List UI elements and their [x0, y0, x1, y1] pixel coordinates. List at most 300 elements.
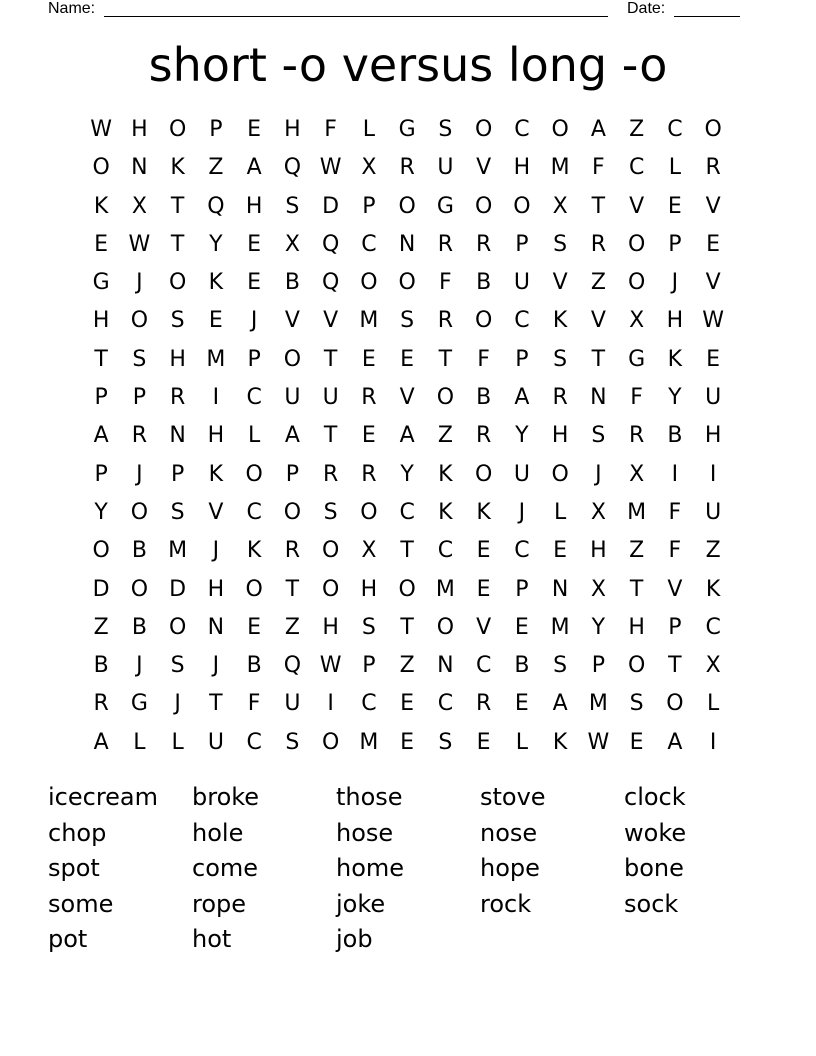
grid-letter: G	[628, 346, 646, 372]
grid-letter: F	[247, 691, 261, 717]
grid-letter: H	[131, 117, 148, 142]
grid-letter: S	[323, 499, 338, 525]
grid-letter: E	[400, 346, 415, 372]
grid-letter: K	[208, 461, 224, 487]
grid-letter: H	[207, 423, 225, 449]
grid-letter: B	[476, 270, 492, 296]
grid-letter: C	[475, 653, 492, 679]
grid-letter: M	[168, 538, 188, 564]
grid-letter: N	[590, 385, 607, 411]
grid-letter: O	[130, 308, 149, 334]
grid-letter: P	[247, 346, 261, 372]
grid-letter: Y	[591, 614, 606, 640]
grid-letter: L	[706, 691, 720, 717]
grid-letter: M	[359, 729, 379, 755]
word-list-item: joke	[336, 889, 386, 918]
grid-letter: S	[629, 691, 644, 717]
grid-letter: N	[551, 576, 569, 602]
word-list-item: nose	[480, 818, 538, 847]
grid-letter: T	[438, 346, 453, 372]
grid-letter: C	[514, 308, 530, 334]
grid-letter: W	[319, 155, 342, 181]
grid-letter: X	[361, 538, 377, 564]
grid-letter: P	[362, 193, 376, 219]
word-list-item: chop	[48, 818, 107, 847]
word-list-item: stove	[480, 783, 546, 811]
grid-letter: K	[438, 461, 453, 487]
grid-letter: U	[513, 270, 530, 296]
grid-letter: K	[552, 308, 568, 334]
grid-letter: A	[246, 155, 262, 181]
grid-letter: U	[284, 691, 301, 717]
grid-letter: E	[247, 117, 262, 142]
grid-letter: O	[283, 499, 302, 525]
grid-letter: G	[130, 691, 148, 717]
grid-letter: V	[590, 308, 606, 334]
grid-letter: P	[94, 385, 108, 411]
grid-letter: V	[323, 308, 339, 334]
grid-letter: U	[207, 729, 224, 755]
name-input-line[interactable]	[104, 16, 608, 17]
grid-letter: O	[245, 576, 263, 602]
word-list-item: some	[48, 889, 114, 918]
grid-letter: K	[246, 538, 262, 564]
grid-letter: A	[93, 423, 109, 449]
grid-letter: R	[361, 385, 377, 411]
grid-letter: E	[361, 423, 376, 449]
grid-letter: Q	[321, 231, 340, 257]
word-list-item: hot	[192, 925, 232, 954]
grid-letter: R	[590, 231, 607, 257]
word-list-item: spot	[48, 854, 100, 883]
grid-letter: F	[630, 385, 643, 411]
grid-letter: F	[668, 499, 682, 525]
grid-letter: D	[322, 193, 340, 219]
grid-letter: O	[92, 538, 110, 564]
grid-letter: Z	[284, 614, 300, 640]
grid-letter: C	[514, 538, 530, 564]
grid-letter: U	[322, 385, 339, 411]
grid-letter: R	[284, 538, 301, 564]
grid-letter: B	[667, 423, 683, 449]
word-list-item: sock	[624, 889, 679, 918]
grid-letter: S	[361, 614, 376, 640]
grid-letter: F	[668, 538, 682, 564]
grid-letter: C	[667, 117, 683, 142]
grid-letter: O	[627, 231, 646, 257]
grid-letter: O	[398, 270, 416, 296]
grid-letter: C	[361, 691, 377, 717]
grid-letter: T	[285, 576, 300, 602]
date-label: Date:	[627, 0, 666, 17]
grid-letter: E	[476, 538, 491, 564]
grid-letter: W	[90, 117, 112, 142]
grid-letter: C	[246, 385, 262, 411]
grid-letter: O	[360, 270, 378, 296]
grid-letter: T	[400, 614, 414, 640]
grid-letter: J	[212, 538, 220, 564]
grid-letter: L	[171, 729, 184, 755]
grid-letter: B	[93, 653, 109, 679]
grid-letter: E	[400, 729, 415, 755]
grid-letter: K	[705, 576, 721, 602]
grid-letter: O	[360, 499, 378, 525]
grid-letter: E	[400, 691, 415, 717]
grid-letter: C	[705, 614, 721, 640]
grid-letter: T	[323, 423, 338, 449]
grid-letter: S	[553, 653, 568, 679]
grid-letter: T	[323, 346, 338, 372]
grid-letter: I	[709, 729, 717, 755]
grid-letter: P	[591, 653, 606, 679]
grid-letter: F	[592, 155, 605, 181]
grid-letter: K	[476, 499, 491, 525]
grid-letter: E	[94, 231, 109, 257]
grid-letter: T	[591, 193, 606, 219]
grid-letter: O	[474, 308, 493, 334]
grid-letter: E	[706, 346, 721, 372]
grid-letter: W	[319, 653, 342, 679]
grid-letter: H	[169, 346, 186, 372]
grid-letter: V	[705, 270, 721, 296]
grid-letter: D	[169, 576, 187, 602]
grid-letter: P	[170, 461, 185, 487]
grid-letter: Z	[399, 653, 415, 679]
page-title: short -o versus long -o	[148, 38, 668, 92]
grid-letter: R	[399, 155, 415, 181]
grid-letter: H	[551, 423, 569, 449]
name-label: Name:	[48, 0, 96, 17]
grid-letter: K	[552, 729, 568, 755]
grid-letter: G	[92, 270, 110, 296]
word-list-item: hope	[480, 854, 540, 883]
grid-letter: C	[437, 538, 454, 564]
grid-letter: E	[247, 270, 262, 296]
grid-letter: V	[667, 576, 683, 602]
grid-letter: T	[591, 346, 606, 372]
grid-letter: N	[398, 231, 416, 257]
grid-letter: C	[399, 499, 415, 525]
grid-letter: F	[324, 117, 337, 142]
grid-letter: L	[553, 499, 567, 525]
grid-letter: F	[439, 270, 452, 296]
grid-letter: A	[552, 691, 568, 717]
word-list-item: home	[336, 854, 405, 883]
grid-letter: P	[668, 231, 682, 257]
grid-letter: O	[474, 117, 493, 142]
grid-letter: T	[170, 193, 185, 219]
grid-letter: P	[515, 576, 529, 602]
grid-letter: C	[437, 691, 454, 717]
grid-letter: R	[475, 231, 492, 257]
grid-letter: U	[437, 155, 454, 181]
grid-letter: X	[131, 193, 147, 219]
grid-letter: O	[398, 576, 416, 602]
grid-letter: O	[551, 117, 569, 142]
grid-letter: H	[92, 308, 110, 334]
grid-letter: K	[93, 193, 109, 219]
grid-letter: E	[629, 729, 644, 755]
grid-letter: O	[321, 538, 340, 564]
word-list-item: bone	[624, 854, 684, 883]
grid-letter: E	[361, 346, 376, 372]
grid-letter: P	[515, 346, 529, 372]
grid-letter: Y	[400, 461, 414, 487]
grid-letter: N	[131, 155, 148, 181]
grid-letter: R	[628, 423, 645, 449]
grid-letter: T	[170, 231, 185, 257]
grid-letter: H	[666, 308, 684, 334]
grid-letter: J	[136, 270, 143, 296]
grid-letter: K	[667, 346, 683, 372]
grid-letter: M	[206, 346, 226, 372]
grid-letter: B	[284, 270, 300, 296]
grid-letter: J	[136, 461, 143, 487]
grid-letter: E	[667, 193, 682, 219]
grid-letter: A	[667, 729, 683, 755]
grid-letter: E	[514, 691, 529, 717]
grid-letter: R	[552, 385, 568, 411]
grid-letter: O	[92, 155, 110, 181]
grid-letter: T	[400, 538, 414, 564]
grid-letter: R	[437, 231, 454, 257]
grid-letter: N	[437, 653, 454, 679]
grid-letter: R	[705, 155, 721, 181]
header-line	[48, 0, 748, 20]
grid-letter: V	[399, 385, 415, 411]
grid-letter: P	[668, 614, 682, 640]
grid-letter: X	[629, 461, 645, 487]
grid-letter: O	[474, 461, 493, 487]
grid-letter: D	[92, 576, 110, 602]
grid-letter: X	[590, 576, 606, 602]
grid-letter: R	[169, 385, 186, 411]
grid-letter: P	[362, 653, 376, 679]
grid-letter: I	[327, 691, 334, 717]
grid-letter: O	[130, 576, 149, 602]
grid-letter: B	[246, 653, 262, 679]
grid-letter: J	[212, 653, 220, 679]
grid-letter: O	[551, 461, 569, 487]
grid-letter: E	[553, 538, 568, 564]
grid-letter: X	[284, 231, 300, 257]
grid-letter: S	[170, 308, 185, 334]
grid-letter: O	[398, 193, 416, 219]
grid-letter: P	[132, 385, 147, 411]
grid-letter: E	[476, 729, 491, 755]
grid-letter: O	[666, 691, 684, 717]
grid-letter: X	[629, 308, 645, 334]
grid-letter: Q	[321, 270, 340, 296]
grid-letter: M	[550, 614, 570, 640]
grid-letter: O	[627, 270, 646, 296]
grid-letter: X	[552, 193, 568, 219]
grid-letter: J	[136, 653, 143, 679]
grid-letter: P	[285, 461, 300, 487]
grid-letter: Z	[629, 538, 645, 564]
grid-letter: R	[475, 423, 492, 449]
word-list	[48, 780, 768, 958]
grid-letter: V	[284, 308, 300, 334]
grid-letter: L	[515, 729, 528, 755]
grid-letter: Q	[283, 155, 302, 181]
grid-letter: O	[474, 193, 493, 219]
grid-letter: Z	[590, 270, 606, 296]
grid-letter: B	[514, 653, 530, 679]
grid-letter: G	[436, 193, 454, 219]
grid-letter: A	[284, 423, 300, 449]
grid-letter: W	[128, 231, 151, 257]
grid-letter: M	[627, 499, 647, 525]
grid-letter: J	[671, 270, 679, 296]
word-list-item: broke	[192, 783, 260, 811]
grid-letter: S	[170, 653, 185, 679]
grid-letter: G	[398, 117, 416, 142]
grid-letter: K	[438, 499, 453, 525]
grid-letter: Z	[629, 117, 645, 142]
word-list-item: those	[336, 783, 403, 811]
grid-letter: J	[595, 461, 602, 487]
grid-letter: T	[668, 653, 682, 679]
grid-letter: O	[321, 576, 340, 602]
grid-letter: O	[168, 117, 187, 142]
grid-letter: M	[435, 576, 455, 602]
grid-letter: I	[212, 385, 220, 411]
grid-letter: R	[131, 423, 148, 449]
grid-letter: H	[245, 193, 263, 219]
grid-letter: L	[668, 155, 681, 181]
grid-letter: U	[513, 461, 530, 487]
word-list-item: woke	[624, 818, 687, 847]
grid-letter: E	[476, 576, 491, 602]
grid-letter: B	[131, 614, 147, 640]
grid-letter: I	[671, 461, 679, 487]
grid-letter: H	[284, 117, 301, 142]
grid-letter: N	[207, 614, 225, 640]
grid-letter: J	[250, 308, 258, 334]
grid-letter: J	[174, 691, 181, 717]
grid-letter: B	[131, 538, 147, 564]
grid-letter: C	[628, 155, 645, 181]
grid-letter: Y	[209, 231, 223, 257]
grid-letter: Y	[515, 423, 529, 449]
word-list-item: rope	[192, 889, 247, 918]
grid-letter: R	[93, 691, 109, 717]
grid-letter: Z	[705, 538, 721, 564]
grid-letter: A	[93, 729, 109, 755]
grid-letter: H	[628, 614, 645, 640]
grid-letter: T	[629, 576, 644, 602]
grid-letter: O	[704, 117, 722, 142]
grid-letter: L	[362, 117, 375, 142]
grid-letter: X	[361, 155, 377, 181]
word-list-item: job	[336, 925, 373, 954]
grid-letter: T	[94, 346, 108, 372]
grid-letter: Y	[94, 499, 108, 525]
grid-letter: O	[168, 270, 187, 296]
word-list-item: clock	[624, 783, 686, 811]
letter-grid	[82, 111, 732, 762]
grid-letter: Z	[437, 423, 453, 449]
grid-letter: H	[590, 538, 607, 564]
word-list-item: come	[192, 854, 259, 883]
grid-letter: H	[513, 155, 531, 181]
grid-letter: I	[709, 461, 717, 487]
grid-letter: V	[208, 499, 224, 525]
grid-letter: N	[169, 423, 186, 449]
grid-letter: U	[705, 385, 722, 411]
grid-letter: S	[553, 346, 568, 372]
grid-letter: O	[283, 346, 302, 372]
grid-letter: K	[208, 270, 224, 296]
grid-letter: C	[246, 499, 262, 525]
grid-letter: E	[247, 231, 262, 257]
grid-letter: C	[361, 231, 377, 257]
grid-letter: R	[322, 461, 339, 487]
grid-letter: K	[170, 155, 185, 181]
grid-letter: S	[170, 499, 185, 525]
grid-letter: A	[590, 117, 606, 142]
word-list-item: hose	[336, 818, 394, 847]
date-input-line[interactable]	[674, 16, 740, 17]
grid-letter: Q	[207, 193, 225, 219]
word-list-item: rock	[480, 889, 532, 918]
grid-letter: O	[245, 461, 263, 487]
grid-letter: P	[515, 231, 529, 257]
grid-letter: R	[475, 691, 492, 717]
grid-letter: L	[133, 729, 146, 755]
grid-letter: V	[705, 193, 721, 219]
grid-letter: X	[590, 499, 606, 525]
grid-letter: S	[438, 729, 453, 755]
grid-letter: E	[247, 614, 262, 640]
grid-letter: S	[553, 231, 568, 257]
grid-letter: T	[209, 691, 223, 717]
grid-letter: E	[208, 308, 223, 334]
grid-letter: S	[400, 308, 415, 334]
grid-letter: R	[437, 308, 454, 334]
grid-letter: E	[514, 614, 529, 640]
grid-letter: H	[322, 614, 339, 640]
grid-letter: W	[587, 729, 610, 755]
grid-letter: P	[94, 461, 108, 487]
grid-letter: J	[518, 499, 526, 525]
grid-letter: B	[476, 385, 492, 411]
word-list-item: icecream	[48, 783, 159, 811]
grid-letter: W	[702, 308, 724, 334]
grid-letter: Q	[283, 653, 302, 679]
grid-letter: V	[476, 155, 492, 181]
grid-letter: C	[246, 729, 262, 755]
grid-letter: F	[477, 346, 490, 372]
grid-letter: S	[132, 346, 147, 372]
grid-letter: V	[629, 193, 645, 219]
grid-letter: S	[285, 193, 300, 219]
grid-letter: O	[436, 614, 455, 640]
grid-letter: Z	[93, 614, 109, 640]
grid-letter: C	[514, 117, 530, 142]
grid-letter: O	[321, 729, 340, 755]
grid-letter: P	[209, 117, 223, 142]
grid-letter: M	[359, 308, 379, 334]
grid-letter: X	[705, 653, 721, 679]
word-list-item: pot	[48, 925, 88, 954]
grid-letter: H	[704, 423, 722, 449]
grid-letter: H	[360, 576, 378, 602]
grid-letter: S	[591, 423, 606, 449]
grid-letter: H	[207, 576, 225, 602]
grid-letter: L	[247, 423, 261, 449]
